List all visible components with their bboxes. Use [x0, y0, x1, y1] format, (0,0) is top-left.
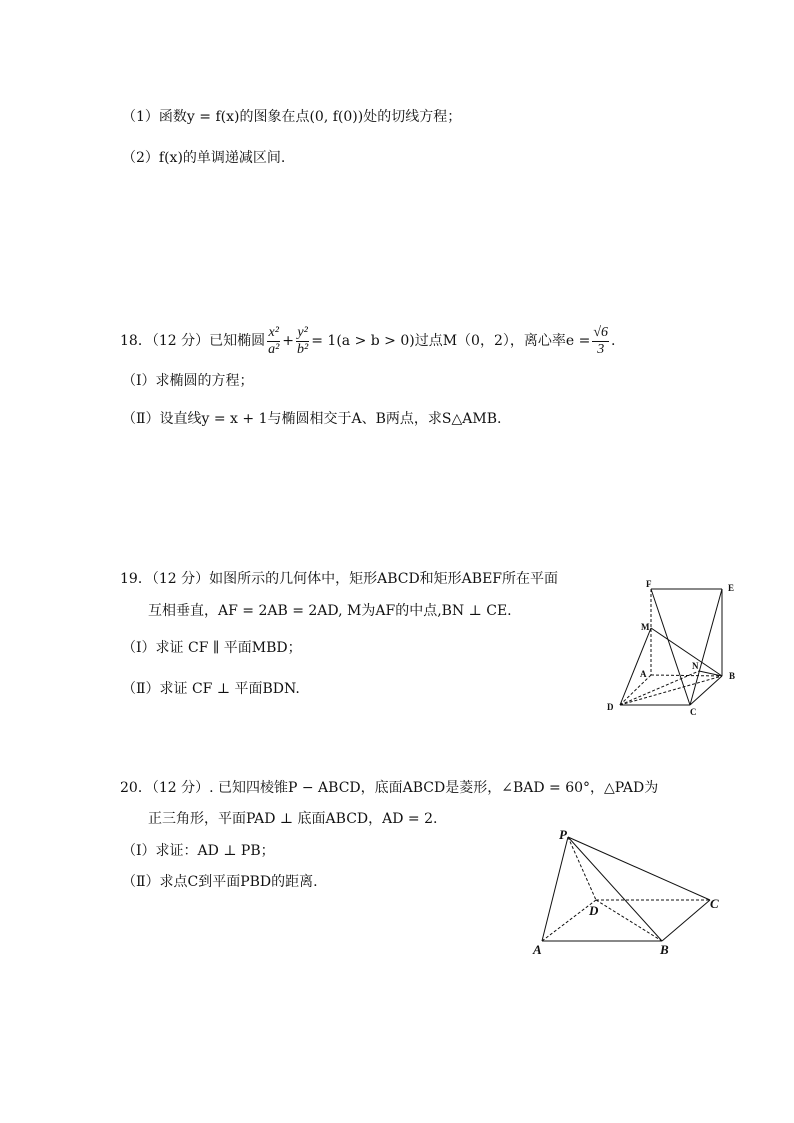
- label-P: P: [559, 827, 567, 842]
- q18-stem-mid: = 1(a > b > 0)过点M（0，2），离心率e =: [311, 333, 591, 349]
- q18-ecc: [592, 325, 609, 358]
- edge-PA: [542, 837, 568, 941]
- q20-part2: （Ⅱ）求点C到平面PBD的距离.: [122, 874, 318, 890]
- edge-BC: [662, 900, 710, 941]
- label-A: A: [640, 669, 647, 679]
- q18-stem: 18．（12 分）已知椭圆 $\frac{\text{x²}}{\text{a²}}$ + $\frac{\text{y²}}{\text{b²}}$ = 1(a > b > 0)过点M（0，2），离心率e = $\frac{√6}{3}$ .: [120, 324, 616, 357]
- edge-AD: [542, 900, 596, 941]
- q18-stem-pre: 18．（12 分）已知椭圆: [120, 333, 266, 349]
- label-N: N: [692, 661, 699, 671]
- q20-line2: 正三角形，平面PAD ⊥ 底面ABCD，AD = 2.: [148, 811, 438, 827]
- q18-frac-x: [267, 325, 280, 358]
- q19-line1: 19．（12 分）如图所示的几何体中，矩形ABCD和矩形ABEF所在平面: [120, 571, 559, 587]
- edge-PB: [568, 837, 662, 941]
- edge-MD: [620, 628, 651, 705]
- q18-frac-y-num: y²: [297, 324, 308, 340]
- edge-FC: [651, 589, 690, 705]
- q19-part2: （Ⅱ）求证 CF ⊥ 平面BDN.: [122, 681, 300, 697]
- label-B: B: [729, 671, 736, 681]
- q18-ecc-num: √6: [593, 324, 609, 340]
- q20-part1: （Ⅰ）求证：AD ⊥ PB；: [122, 843, 275, 859]
- q18-frac-y-den: b²: [297, 341, 309, 357]
- label-F: F: [646, 579, 652, 589]
- label-C: C: [690, 707, 697, 717]
- q20-figure: [528, 825, 728, 960]
- q17-part2: （2）f(x)的单调递减区间.: [122, 150, 286, 166]
- q18-frac-x-den: a²: [268, 341, 280, 357]
- edge-MB: [651, 628, 722, 676]
- q19-line2: 互相垂直，AF = 2AB = 2AD, M为AF的中点,BN ⊥ CE.: [148, 603, 512, 619]
- q18-ecc-den: 3: [597, 341, 605, 357]
- q19-figure: [600, 575, 750, 720]
- label-D: D: [589, 903, 599, 918]
- edge-CB: [690, 676, 722, 705]
- edge-EC: [690, 589, 722, 705]
- q17-part1: （1）函数y = f(x)的图象在点(0, f(0))处的切线方程；: [122, 109, 462, 125]
- q18-part2: （Ⅱ）设直线y = x + 1与椭圆相交于A、B两点，求S△AMB.: [122, 411, 502, 427]
- edge-DB: [596, 900, 662, 941]
- label-E: E: [728, 583, 735, 593]
- edge-PC: [568, 837, 710, 900]
- label-B: B: [660, 942, 669, 957]
- q18-frac-y: [296, 325, 309, 358]
- label-M: M: [641, 622, 650, 632]
- edge-PD: [568, 837, 596, 900]
- q18-stem-end: .: [611, 333, 616, 349]
- q18-frac-x-num: x²: [268, 324, 279, 340]
- q20-line1: 20．（12 分）. 已知四棱锥P − ABCD，底面ABCD是菱形，∠BAD = 60°，△PAD为: [120, 780, 659, 796]
- q19-part1: （Ⅰ）求证 CF ∥ 平面MBD；: [122, 640, 302, 656]
- label-C: C: [710, 896, 719, 911]
- label-A: A: [533, 942, 542, 957]
- label-D: D: [607, 702, 614, 712]
- q18-part1: （Ⅰ）求椭圆的方程；: [122, 373, 254, 389]
